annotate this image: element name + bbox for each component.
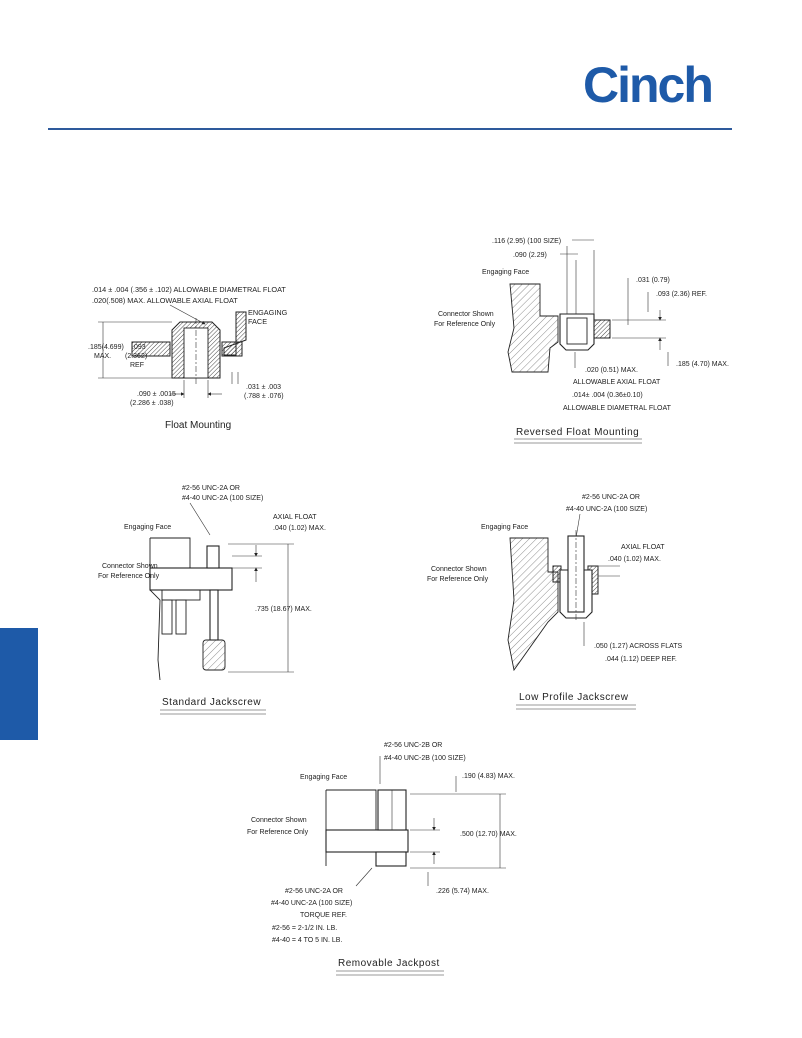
float-thick-1: .031 ± .003 (246, 384, 281, 391)
figure-reversed-float (434, 238, 729, 443)
rem-torque-1: #2-56 = 2-1/2 IN. LB. (272, 925, 338, 932)
rev-connector-1: Connector Shown (438, 311, 494, 318)
float-ref-3: REF (130, 362, 144, 369)
float-dia-1: .090 ± .0015 (137, 391, 176, 398)
rem-thread-2: #4-40 UNC-2B (100 SIZE) (384, 755, 466, 762)
float-height-2: MAX. (94, 353, 112, 360)
rem-caption: Removable Jackpost (338, 958, 440, 969)
rem-thread-3: #2-56 UNC-2A OR (285, 888, 343, 895)
low-connector-2: For Reference Only (427, 576, 489, 583)
low-thread-2: #4-40 UNC-2A (100 SIZE) (566, 506, 648, 513)
std-connector-2: For Reference Only (98, 573, 160, 580)
std-float-1: AXIAL FLOAT (273, 514, 317, 521)
figure-standard-jackscrew (98, 485, 326, 714)
rem-dim-2: .500 (12.70) MAX. (460, 831, 517, 838)
float-ref-1: .093 (132, 344, 146, 351)
float-thick-2: (.788 ± .076) (244, 393, 284, 400)
rem-engaging: Engaging Face (300, 774, 348, 781)
rem-dim-1: .190 (4.83) MAX. (462, 773, 515, 780)
float-note-diametral: .014 ± .004 (.356 ± .102) ALLOWABLE DIAMETRAL FLOAT (92, 285, 286, 294)
float-engaging-label-1: ENGAGING (248, 308, 288, 317)
low-thread-1: #2-56 UNC-2A OR (582, 494, 640, 501)
figure-low-profile-jackscrew (427, 494, 683, 709)
float-caption: Float Mounting (165, 420, 232, 431)
rev-note-4: ALLOWABLE DIAMETRAL FLOAT (563, 405, 671, 412)
float-height-1: .185(4.699) (88, 344, 124, 351)
float-engaging-label-2: FACE (248, 317, 268, 326)
rem-thread-4: #4-40 UNC-2A (100 SIZE) (271, 900, 353, 907)
low-deep: .044 (1.12) DEEP REF. (605, 656, 677, 663)
rev-note-3: .014± .004 (0.36±0.10) (572, 392, 643, 399)
rev-dim-r3: .185 (4.70) MAX. (676, 361, 729, 368)
figure-removable-jackpost (247, 742, 517, 975)
rev-dim-r2: .093 (2.36) REF. (656, 291, 707, 298)
float-dia-2: (2.286 ± .038) (130, 400, 174, 407)
rev-dim-top-1: .116 (2.95) (100 SIZE) (492, 238, 562, 245)
low-engaging: Engaging Face (481, 524, 529, 531)
rev-connector-2: For Reference Only (434, 321, 496, 328)
rem-torque-2: #4-40 = 4 TO 5 IN. LB. (272, 937, 343, 944)
low-caption: Low Profile Jackscrew (519, 692, 629, 703)
rev-dim-r1: .031 (0.79) (636, 277, 670, 284)
low-float-1: AXIAL FLOAT (621, 544, 665, 551)
figure-float-mounting (88, 285, 288, 431)
std-thread-1: #2-56 UNC-2A OR (182, 485, 240, 492)
rev-caption: Reversed Float Mounting (516, 427, 640, 438)
rem-dim-3: .226 (5.74) MAX. (436, 888, 489, 895)
rem-connector-2: For Reference Only (247, 829, 309, 836)
float-note-axial: .020(.508) MAX. ALLOWABLE AXIAL FLOAT (92, 296, 238, 305)
float-ref-2: (2.362) (125, 353, 148, 360)
std-length: .735 (18.67) MAX. (255, 606, 312, 613)
std-connector-1: Connector Shown (102, 563, 158, 570)
rev-dim-top-2: .090 (2.29) (513, 252, 547, 259)
rem-connector-1: Connector Shown (251, 817, 307, 824)
low-flats: .050 (1.27) ACROSS FLATS (594, 643, 683, 650)
std-float-2: .040 (1.02) MAX. (273, 525, 326, 532)
rev-engaging: Engaging Face (482, 269, 530, 276)
low-float-2: .040 (1.02) MAX. (608, 556, 661, 563)
rev-note-1: .020 (0.51) MAX. (585, 367, 638, 374)
std-engaging: Engaging Face (124, 524, 172, 531)
rem-torque: TORQUE REF. (300, 912, 347, 919)
rev-note-2: ALLOWABLE AXIAL FLOAT (573, 379, 661, 386)
low-connector-1: Connector Shown (431, 566, 487, 573)
cinch-logo: Cinch (583, 57, 712, 113)
std-thread-2: #4-40 UNC-2A (100 SIZE) (182, 495, 264, 502)
std-caption: Standard Jackscrew (162, 697, 262, 708)
rem-thread-1: #2-56 UNC-2B OR (384, 742, 443, 749)
